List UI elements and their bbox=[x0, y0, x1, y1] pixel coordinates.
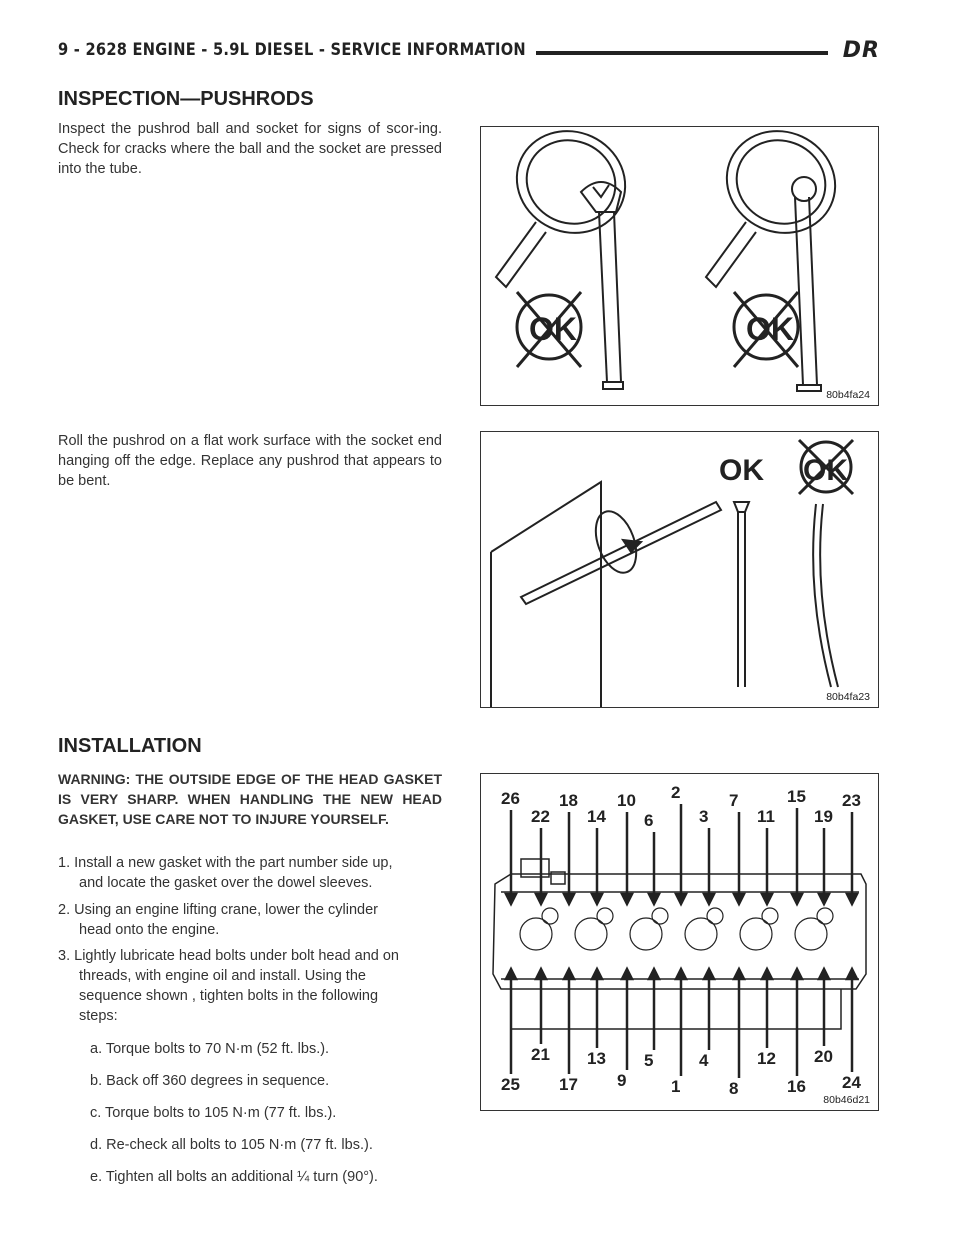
section-heading-installation: INSTALLATION bbox=[58, 735, 202, 757]
fig1-ok-label-2: OK bbox=[746, 311, 794, 347]
step-3-cont2: sequence shown , tighten bolts in the following bbox=[79, 988, 379, 1004]
bolt-sequence-bottom-label: 24 bbox=[842, 1073, 861, 1092]
valve-seat bbox=[597, 908, 613, 924]
bolt-arrowhead-bottom bbox=[592, 969, 602, 979]
bolt-arrowhead-top bbox=[649, 894, 659, 904]
bolt-arrowhead-top bbox=[536, 894, 546, 904]
bolt-arrowhead-bottom bbox=[676, 969, 686, 979]
step-3-text: Lightly lubricate head bolts under bolt head and on bbox=[74, 948, 400, 964]
bolt-arrowhead-bottom bbox=[734, 969, 744, 979]
bolt-arrowhead-bottom bbox=[536, 969, 546, 979]
bolt-sequence-top-label: 11 bbox=[757, 807, 775, 826]
bolt-sequence-top-label: 19 bbox=[814, 807, 833, 826]
valve-seat bbox=[652, 908, 668, 924]
bolt-arrowhead-top bbox=[592, 894, 602, 904]
bolt-sequence-top-label: 14 bbox=[587, 807, 606, 826]
step-1-cont: and locate the gasket over the dowel sleeves. bbox=[79, 875, 373, 891]
step-1 bbox=[58, 853, 448, 893]
cylinder-port bbox=[520, 918, 552, 950]
step-2-text: Using an engine lifting crane, lower the cylinder bbox=[74, 902, 378, 918]
bolt-sequence-bottom-label: 20 bbox=[814, 1047, 833, 1066]
figure3-id: 80b46d21 bbox=[823, 1094, 870, 1106]
bolt-sequence-top-label: 2 bbox=[671, 783, 681, 802]
figure1-id: 80b4fa24 bbox=[826, 389, 870, 401]
bolt-arrowhead-bottom bbox=[649, 969, 659, 979]
bolt-sequence-bottom-label: 12 bbox=[757, 1049, 776, 1068]
pushrod-magnifier-illustration bbox=[481, 127, 878, 405]
fig1-ok-label-1: OK bbox=[529, 311, 577, 347]
warning-paragraph: WARNING: THE OUTSIDE EDGE OF THE HEAD GASKET IS VERY SHARP. WHEN HANDLING THE NEW HEAD GASKET, USE CARE NOT TO INJURE YOURSELF. bbox=[58, 771, 442, 827]
substep-a: a. Torque bolts to 70 N·m (52 ft. lbs.). bbox=[90, 1041, 330, 1057]
inspection-paragraph-2: Roll the pushrod on a flat work surface with the socket end hanging off the edge. Replace any pushrod that appears to be bent. bbox=[58, 433, 442, 489]
bolt-arrowhead-top bbox=[734, 894, 744, 904]
valve-seat bbox=[817, 908, 833, 924]
step-2-number: 2. bbox=[58, 902, 71, 918]
bolt-arrowhead-bottom bbox=[819, 969, 829, 979]
valve-seat bbox=[542, 908, 558, 924]
step-1-text: Install a new gasket with the part number side up, bbox=[74, 855, 393, 871]
bolt-arrowhead-bottom bbox=[792, 969, 802, 979]
fig2-ok-label-1: OK bbox=[719, 454, 764, 487]
bolt-arrowhead-top bbox=[847, 894, 857, 904]
step-3-cont3: steps: bbox=[79, 1008, 118, 1024]
bolt-arrowhead-bottom bbox=[564, 969, 574, 979]
bolt-sequence-bottom-label: 21 bbox=[531, 1045, 550, 1064]
bolt-arrowhead-top bbox=[506, 894, 516, 904]
step-2 bbox=[58, 900, 448, 940]
bolt-arrowhead-top bbox=[676, 894, 686, 904]
bolt-arrowhead-top bbox=[762, 894, 772, 904]
cylinder-port bbox=[575, 918, 607, 950]
bolt-sequence-top-label: 7 bbox=[729, 791, 739, 810]
bolt-arrowhead-bottom bbox=[704, 969, 714, 979]
header-badge: DR bbox=[842, 38, 880, 63]
bolt-sequence-bottom-label: 25 bbox=[501, 1075, 520, 1094]
bolt-sequence-top-label: 15 bbox=[787, 787, 806, 806]
bolt-arrowhead-bottom bbox=[622, 969, 632, 979]
substep-c: c. Torque bolts to 105 N·m (77 ft. lbs.). bbox=[90, 1105, 337, 1121]
bolt-sequence-bottom-label: 16 bbox=[787, 1077, 806, 1096]
cylinder-port bbox=[685, 918, 717, 950]
bolt-sequence-bottom-label: 13 bbox=[587, 1049, 606, 1068]
bolt-sequence-bottom-label: 9 bbox=[617, 1071, 627, 1090]
substep-d: d. Re-check all bolts to 105 N·m (77 ft. lbs.). bbox=[90, 1137, 373, 1153]
header-rule bbox=[536, 51, 828, 55]
bolt-sequence-bottom-label: 8 bbox=[729, 1079, 739, 1098]
bolt-sequence-bottom-label: 17 bbox=[559, 1075, 578, 1094]
bolt-arrowhead-top bbox=[622, 894, 632, 904]
valve-seat bbox=[762, 908, 778, 924]
step-2-cont: head onto the engine. bbox=[79, 922, 220, 938]
bolt-arrowhead-bottom bbox=[762, 969, 772, 979]
section-heading-inspection: INSPECTION—PUSHRODS bbox=[58, 88, 314, 110]
fig2-ok-label-2: OK bbox=[803, 454, 848, 487]
substep-b: b. Back off 360 degrees in sequence. bbox=[90, 1073, 330, 1089]
bolt-sequence-top-label: 26 bbox=[501, 789, 520, 808]
pushrod-roll-illustration bbox=[481, 432, 878, 707]
bolt-arrowhead-top bbox=[564, 894, 574, 904]
step-3-number: 3. bbox=[58, 948, 71, 964]
bolt-sequence-top-label: 6 bbox=[644, 811, 654, 830]
inspection-paragraph-1: Inspect the pushrod ball and socket for signs of scor-ing. Check for cracks where the ball and the socket are pressed into the tube. bbox=[58, 121, 442, 177]
bolt-arrowhead-top bbox=[819, 894, 829, 904]
bolt-arrowhead-top bbox=[704, 894, 714, 904]
cylinder-head-illustration bbox=[481, 774, 878, 1110]
step-1-number: 1. bbox=[58, 855, 71, 871]
step-3 bbox=[58, 946, 448, 1026]
figure2-id: 80b4fa23 bbox=[826, 691, 870, 703]
figure-pushrod-roll-test bbox=[480, 431, 879, 708]
figure-pushrod-ball-socket bbox=[480, 126, 879, 406]
bolt-sequence-top-label: 23 bbox=[842, 791, 861, 810]
valve-seat bbox=[707, 908, 723, 924]
substep-e: e. Tighten all bolts an additional ¼ turn (90°). bbox=[90, 1169, 378, 1185]
bolt-sequence-bottom-label: 4 bbox=[699, 1051, 709, 1070]
bolt-arrowhead-bottom bbox=[847, 969, 857, 979]
bolt-sequence-top-label: 3 bbox=[699, 807, 709, 826]
cylinder-port bbox=[795, 918, 827, 950]
bolt-sequence-bottom-label: 5 bbox=[644, 1051, 654, 1070]
page-header bbox=[58, 38, 880, 68]
cylinder-port bbox=[740, 918, 772, 950]
cylinder-port bbox=[630, 918, 662, 950]
bolt-arrowhead-top bbox=[792, 894, 802, 904]
bolt-sequence-top-label: 10 bbox=[617, 791, 636, 810]
bolt-sequence-top-label: 18 bbox=[559, 791, 578, 810]
bolt-arrowhead-bottom bbox=[506, 969, 516, 979]
figure-head-bolt-sequence bbox=[480, 773, 879, 1111]
bolt-sequence-bottom-label: 1 bbox=[671, 1077, 681, 1096]
step-3-cont: threads, with engine oil and install. Using the bbox=[79, 968, 366, 984]
bolt-sequence-top-label: 22 bbox=[531, 807, 550, 826]
page-header-title: 9 - 2628 ENGINE - 5.9L DIESEL - SERVICE INFORMATION bbox=[58, 40, 526, 60]
